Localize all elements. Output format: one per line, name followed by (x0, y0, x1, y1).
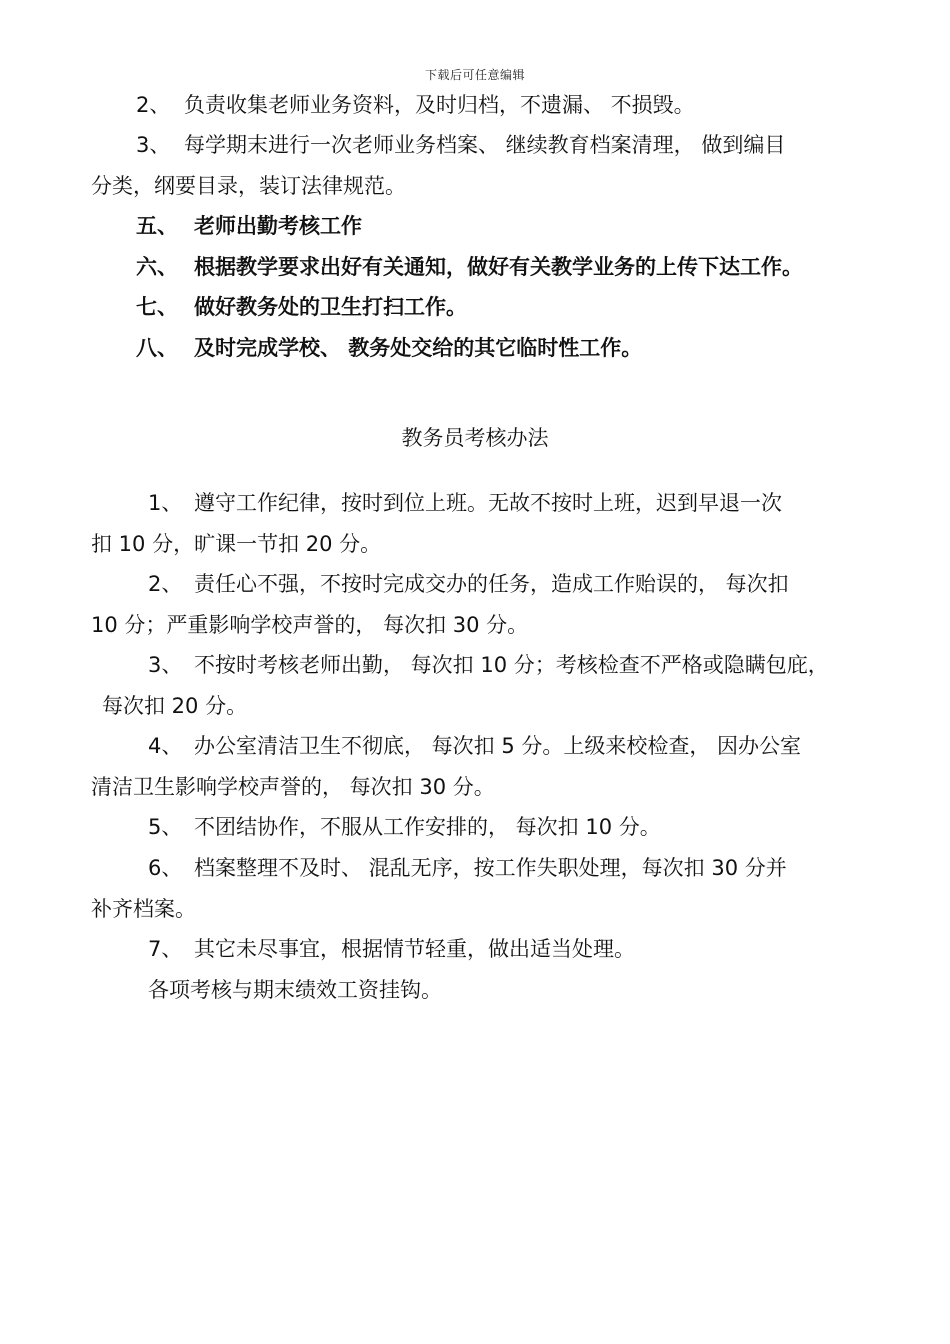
item-number: 7、 (148, 937, 183, 961)
item-number: 4、 (148, 734, 183, 758)
item-text: 遵守工作纪律，按时到位上班。无故不按时上班，迟到早退一次 (194, 491, 782, 515)
item-text: 不团结协作，不服从工作安排的， 每次扣 10 分。 (194, 815, 661, 839)
item-text: 做好教务处的卫生打扫工作。 (194, 295, 467, 319)
item-text: 责任心不强，不按时完成交办的任务，造成工作贻误的， 每次扣 (194, 572, 789, 596)
rule-item-6 (148, 854, 787, 882)
item-number: 3、 (136, 133, 171, 157)
rule-item-3 (148, 651, 829, 679)
rule-item-5 (148, 813, 661, 841)
item-text: 根据教学要求出好有关通知，做好有关教学业务的上传下达工作。 (194, 255, 803, 279)
item-number: 1、 (148, 491, 183, 515)
duty-item-2 (136, 91, 695, 119)
rule-item-1 (148, 489, 782, 517)
item-number: 2、 (136, 93, 171, 117)
rule-item-1-continued: 扣 10 分，旷课一节扣 20 分。 (91, 532, 382, 556)
rule-item-3-continued: 每次扣 20 分。 (102, 694, 248, 718)
item-text: 每学期末进行一次老师业务档案、 继续教育档案清理， 做到编目 (184, 133, 786, 157)
item-text: 负责收集老师业务资料，及时归档，不遗漏、 不损毁。 (184, 93, 695, 117)
section-title: 教务员考核办法 (401, 426, 549, 450)
rule-item-4 (148, 732, 801, 760)
item-text: 办公室清洁卫生不彻底， 每次扣 5 分。上级来校检查， 因办公室 (194, 734, 802, 758)
closing-statement: 各项考核与期末绩效工资挂钩。 (148, 978, 442, 1002)
rule-item-7 (148, 935, 635, 963)
item-text: 老师出勤考核工作 (194, 214, 362, 238)
rule-item-6-continued: 补齐档案。 (91, 897, 196, 921)
item-number: 2、 (148, 572, 183, 596)
duty-item-5 (136, 212, 362, 240)
page-header: 下载后可任意编辑 (424, 68, 525, 82)
item-number: 五、 (136, 214, 178, 238)
item-number: 七、 (136, 295, 178, 319)
duty-item-8 (136, 334, 642, 362)
duty-item-7 (136, 293, 467, 321)
rule-item-2-continued: 10 分；严重影响学校声誉的， 每次扣 30 分。 (91, 613, 529, 637)
item-number: 八、 (136, 336, 178, 360)
item-number: 6、 (148, 856, 183, 880)
item-text: 其它未尽事宜，根据情节轻重，做出适当处理。 (194, 937, 635, 961)
item-number: 3、 (148, 653, 183, 677)
rule-item-4-continued: 清洁卫生影响学校声誉的， 每次扣 30 分。 (91, 775, 495, 799)
duty-item-6 (136, 253, 803, 281)
rule-item-2 (148, 570, 789, 598)
item-number: 六、 (136, 255, 178, 279)
item-text: 及时完成学校、 教务处交给的其它临时性工作。 (194, 336, 643, 360)
duty-item-3 (136, 131, 785, 159)
duty-item-3-continued: 分类，纲要目录，装订法律规范。 (91, 174, 406, 198)
item-text: 不按时考核老师出勤， 每次扣 10 分；考核检查不严格或隐瞒包庇， (194, 653, 829, 677)
item-text: 档案整理不及时、 混乱无序，按工作失职处理，每次扣 30 分并 (194, 856, 787, 880)
item-number: 5、 (148, 815, 183, 839)
